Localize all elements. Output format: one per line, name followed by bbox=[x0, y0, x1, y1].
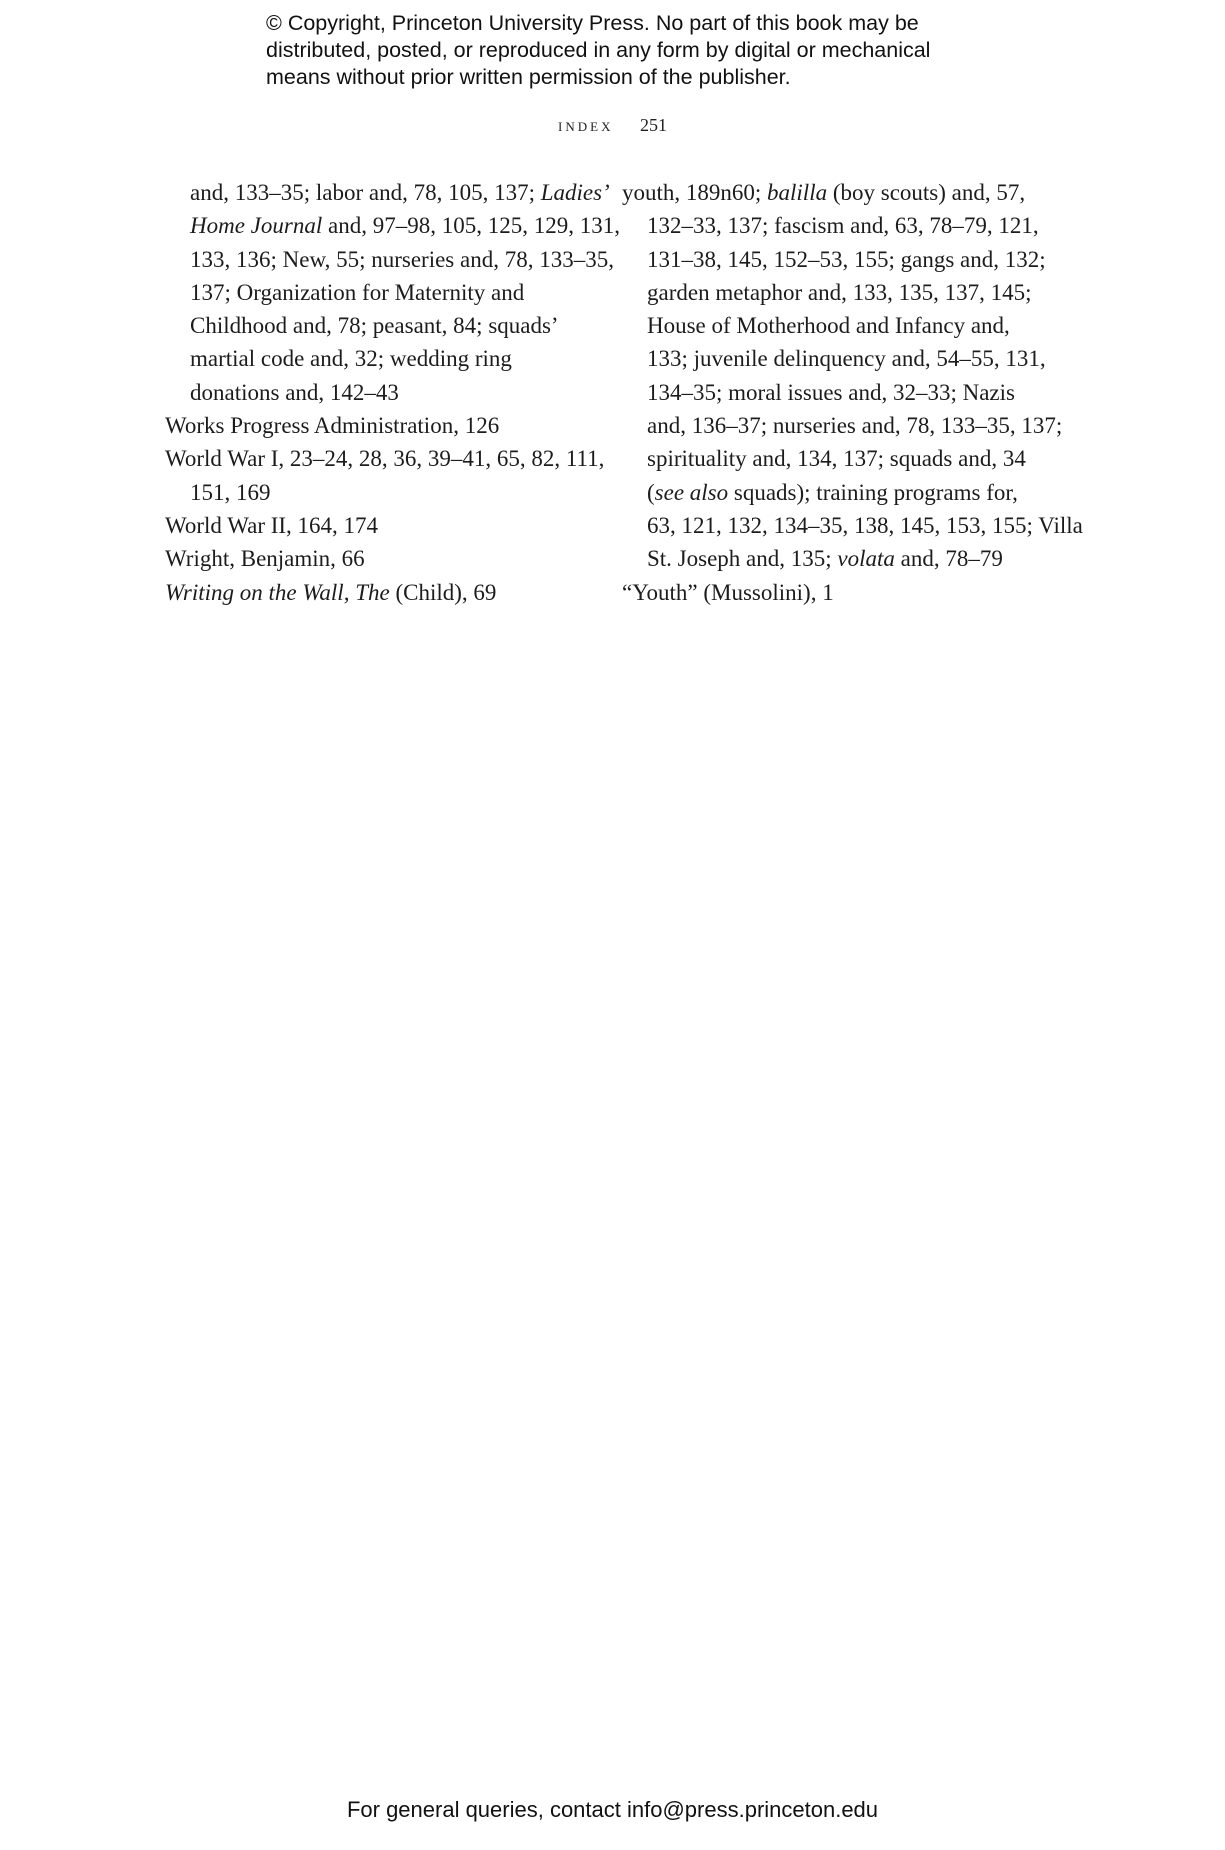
index-text: martial code and, 32; wedding ring bbox=[190, 346, 512, 372]
index-line bbox=[165, 376, 595, 409]
index-text: and, 97–98, 105, 125, 129, 131, bbox=[322, 213, 620, 239]
index-line bbox=[165, 176, 610, 209]
index-line bbox=[622, 243, 1046, 276]
index-text: and, 133–35; labor and, 78, 105, 137; bbox=[190, 180, 541, 205]
index-text: 133, 136; New, 55; nurseries and, 78, 133–35, bbox=[190, 246, 614, 272]
index-text: 137; Organization for Maternity and bbox=[190, 279, 525, 305]
index-line bbox=[622, 176, 1042, 209]
running-head bbox=[0, 115, 1225, 136]
index-italic-text: see also bbox=[654, 479, 729, 505]
index-text: 132–33, 137; fascism and, 63, 78–79, 121, bbox=[647, 213, 1039, 239]
index-italic-text: Ladies’ bbox=[540, 180, 610, 205]
index-text: squads); training programs for, bbox=[728, 479, 1018, 505]
index-text: 134–35; moral issues and, 32–33; Nazis bbox=[647, 379, 1015, 405]
index-line bbox=[622, 342, 1046, 375]
page-number: 251 bbox=[639, 115, 667, 135]
index-line bbox=[165, 209, 620, 242]
index-text: donations and, 142–43 bbox=[190, 379, 399, 405]
index-line bbox=[165, 542, 595, 575]
copyright-line: distributed, posted, or reproduced in any form by digital or mechanical bbox=[266, 38, 931, 62]
index-italic-text: volata bbox=[837, 546, 895, 572]
index-text: 63, 121, 132, 134–35, 138, 145, 153, 155; Villa bbox=[647, 512, 1083, 538]
index-line bbox=[165, 309, 595, 342]
index-text: youth, 189n60; bbox=[622, 180, 768, 205]
index-line bbox=[622, 409, 1063, 442]
copyright-line: means without prior written permission of the publisher. bbox=[266, 65, 791, 89]
index-line bbox=[165, 276, 595, 309]
index-text: St. Joseph and, 135; bbox=[647, 546, 838, 572]
index-line bbox=[622, 542, 1042, 575]
running-head-label: index bbox=[558, 115, 614, 135]
index-line bbox=[165, 409, 595, 442]
index-text: ( bbox=[647, 479, 655, 505]
index-text: World War I, 23–24, 28, 36, 39–41, 65, 82, 111, bbox=[165, 446, 605, 472]
index-line bbox=[165, 576, 595, 609]
index-line bbox=[622, 442, 1042, 475]
index-line bbox=[622, 376, 1042, 409]
index-text: spirituality and, 134, 137; squads and, 34 bbox=[647, 446, 1026, 472]
index-text: Childhood and, 78; peasant, 84; squads’ bbox=[190, 313, 559, 339]
index-column-left bbox=[165, 176, 620, 609]
index-line bbox=[165, 442, 605, 475]
index-italic-text: Writing on the Wall, The bbox=[165, 579, 390, 605]
index-text: 131–38, 145, 152–53, 155; gangs and, 132; bbox=[647, 246, 1046, 272]
index-text: 133; juvenile delinquency and, 54–55, 131, bbox=[647, 346, 1046, 372]
copyright-notice bbox=[266, 10, 986, 91]
index-line bbox=[622, 209, 1042, 242]
index-line bbox=[622, 509, 1083, 542]
index-line bbox=[622, 276, 1042, 309]
index-line bbox=[622, 576, 1042, 609]
index-italic-text: balilla bbox=[767, 180, 828, 205]
index-line bbox=[622, 476, 1042, 509]
index-text: Works Progress Administration, 126 bbox=[165, 413, 500, 439]
index-line bbox=[165, 243, 614, 276]
index-line bbox=[165, 476, 595, 509]
index-text: 151, 169 bbox=[190, 479, 271, 505]
index-text: (boy scouts) and, 57, bbox=[827, 180, 1026, 205]
copyright-line: © Copyright, Princeton University Press. No part of this book may be bbox=[266, 11, 919, 35]
index-text: and, 136–37; nurseries and, 78, 133–35, 137; bbox=[647, 413, 1063, 439]
index-line bbox=[622, 309, 1042, 342]
index-text: and, 78–79 bbox=[894, 546, 1003, 572]
index-text: “Youth” (Mussolini), 1 bbox=[622, 579, 834, 605]
index-text: garden metaphor and, 133, 135, 137, 145; bbox=[647, 279, 1032, 305]
index-text: Wright, Benjamin, 66 bbox=[165, 546, 365, 572]
index-italic-text: Home Journal bbox=[190, 213, 323, 239]
index-text: (Child), 69 bbox=[389, 579, 497, 605]
index-line bbox=[165, 509, 595, 542]
index-line bbox=[165, 342, 595, 375]
index-text: World War II, 164, 174 bbox=[165, 512, 379, 538]
index-text: House of Motherhood and Infancy and, bbox=[647, 313, 1010, 339]
index-column-right bbox=[622, 176, 1083, 609]
footer-contact: For general queries, contact info@press.princeton.edu bbox=[346, 1797, 879, 1822]
